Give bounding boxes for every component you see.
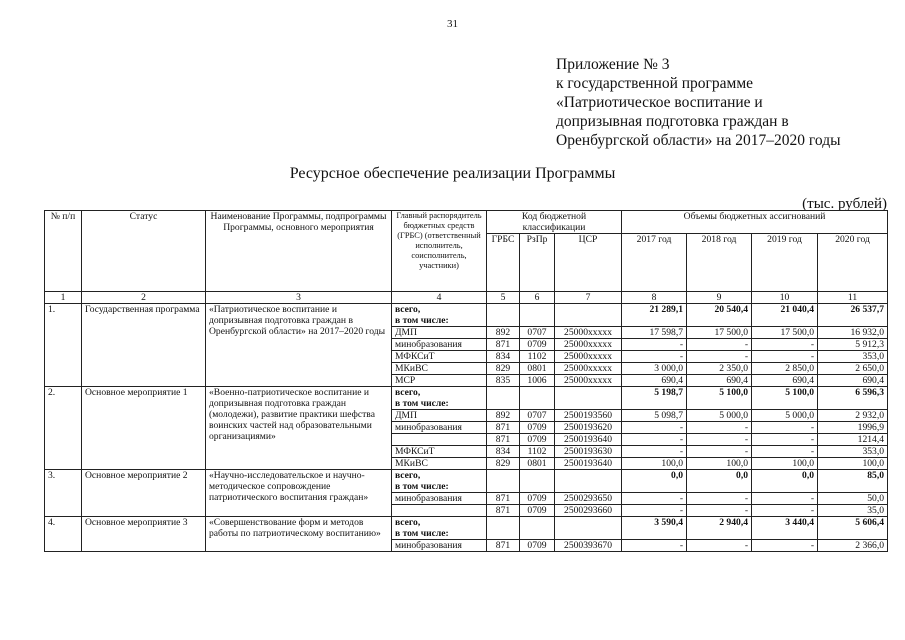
grbs-name: минобразования xyxy=(392,422,487,434)
year-value: 100,0 xyxy=(752,458,818,470)
rzpr-code: 0707 xyxy=(520,327,555,339)
grbs-name xyxy=(392,505,487,517)
header-grbs: Главный распорядитель бюджетных средств (ГРБС) (ответственный исполнитель, соисполнитель, участники) xyxy=(392,211,487,292)
column-number: 7 xyxy=(555,292,622,304)
total-value: 6 596,3 xyxy=(818,387,888,410)
year-value: 17 598,7 xyxy=(622,327,687,339)
total-value: 26 537,7 xyxy=(818,304,888,327)
row-number: 1. xyxy=(45,304,82,387)
grbs-name: МКиВС xyxy=(392,458,487,470)
rzpr-code: 0709 xyxy=(520,505,555,517)
appendix-line: «Патриотическое воспитание и xyxy=(556,94,763,111)
year-value: - xyxy=(752,351,818,363)
column-number: 2 xyxy=(82,292,206,304)
year-value: - xyxy=(687,351,752,363)
total-value: 0,0 xyxy=(752,470,818,493)
total-label-cell xyxy=(392,517,487,540)
grbs-code: 871 xyxy=(487,505,520,517)
rzpr-code: 0801 xyxy=(520,363,555,375)
total-value: 5 100,0 xyxy=(752,387,818,410)
year-value: - xyxy=(622,493,687,505)
year-value: 690,4 xyxy=(687,375,752,387)
grbs-code: 892 xyxy=(487,410,520,422)
table-row-total xyxy=(45,387,888,410)
header-2017: 2017 год xyxy=(622,234,687,292)
csr-code: 25000xxxxx xyxy=(555,363,622,375)
year-value: - xyxy=(622,351,687,363)
year-value: 690,4 xyxy=(818,375,888,387)
row-number: 2. xyxy=(45,387,82,470)
grbs-name: МСР xyxy=(392,375,487,387)
total-value: 5 100,0 xyxy=(687,387,752,410)
header-num: № п/п xyxy=(45,211,82,292)
year-value: 690,4 xyxy=(752,375,818,387)
header-grbs-code: ГРБС xyxy=(487,234,520,292)
grbs-code: 835 xyxy=(487,375,520,387)
total-label-cell xyxy=(392,304,487,327)
total-value: 0,0 xyxy=(687,470,752,493)
year-value: - xyxy=(622,339,687,351)
table-row-total xyxy=(45,517,888,540)
column-number: 4 xyxy=(392,292,487,304)
row-status: Основное мероприятие 2 xyxy=(82,470,206,517)
row-name: «Военно-патриотическое воспитание и допризывная подготовка граждан (молодежи), развитие практики шефства воинских частей над образовательными организациями» xyxy=(206,387,392,470)
csr-code: 25000xxxxx xyxy=(555,351,622,363)
resource-table xyxy=(44,210,888,552)
year-value: 1214,4 xyxy=(818,434,888,446)
table-row-total xyxy=(45,304,888,327)
grbs-name: МФКСиТ xyxy=(392,446,487,458)
total-value: 5 198,7 xyxy=(622,387,687,410)
rzpr-code: 0709 xyxy=(520,434,555,446)
column-number: 8 xyxy=(622,292,687,304)
csr-code: 2500293650 xyxy=(555,493,622,505)
column-number: 1 xyxy=(45,292,82,304)
grbs-code: 871 xyxy=(487,422,520,434)
units-label: (тыс. рублей) xyxy=(802,196,887,212)
year-value: 2 650,0 xyxy=(818,363,888,375)
header-2019: 2019 год xyxy=(752,234,818,292)
year-value: 1996,9 xyxy=(818,422,888,434)
year-value: 2 350,0 xyxy=(687,363,752,375)
grbs-name: ДМП xyxy=(392,327,487,339)
year-value: - xyxy=(752,505,818,517)
total-value: 0,0 xyxy=(622,470,687,493)
year-value: - xyxy=(752,434,818,446)
year-value: - xyxy=(622,422,687,434)
appendix-line: допризывная подготовка граждан в xyxy=(556,113,789,130)
year-value: 50,0 xyxy=(818,493,888,505)
grbs-name: минобразования xyxy=(392,540,487,552)
year-value: - xyxy=(752,540,818,552)
grbs-name: минобразования xyxy=(392,339,487,351)
grbs-name: ДМП xyxy=(392,410,487,422)
csr-code: 2500193620 xyxy=(555,422,622,434)
grbs-code: 829 xyxy=(487,458,520,470)
total-value: 85,0 xyxy=(818,470,888,493)
year-value: 100,0 xyxy=(622,458,687,470)
rzpr-code: 1006 xyxy=(520,375,555,387)
header-2020: 2020 год xyxy=(818,234,888,292)
year-value: 5 912,3 xyxy=(818,339,888,351)
csr-code: 2500293660 xyxy=(555,505,622,517)
grbs-name xyxy=(392,434,487,446)
empty-cell xyxy=(487,304,520,327)
year-value: - xyxy=(622,434,687,446)
column-number: 6 xyxy=(520,292,555,304)
total-value: 21 040,4 xyxy=(752,304,818,327)
csr-code: 25000xxxxx xyxy=(555,375,622,387)
rzpr-code: 0709 xyxy=(520,493,555,505)
row-name: «Научно-исследовательское и научно-методическое сопровождение патриотического воспитания граждан» xyxy=(206,470,392,517)
including-label: в том числе: xyxy=(395,528,449,539)
rzpr-code: 0709 xyxy=(520,422,555,434)
column-number: 11 xyxy=(818,292,888,304)
row-status: Государственная программа xyxy=(82,304,206,387)
total-value: 2 940,4 xyxy=(687,517,752,540)
year-value: - xyxy=(687,540,752,552)
csr-code: 2500193640 xyxy=(555,434,622,446)
empty-cell xyxy=(555,387,622,410)
year-value: - xyxy=(687,493,752,505)
header-rzpr: РзПр xyxy=(520,234,555,292)
grbs-name: МФКСиТ xyxy=(392,351,487,363)
empty-cell xyxy=(487,517,520,540)
grbs-code: 829 xyxy=(487,363,520,375)
row-status: Основное мероприятие 1 xyxy=(82,387,206,470)
grbs-code: 871 xyxy=(487,434,520,446)
rzpr-code: 1102 xyxy=(520,351,555,363)
including-label: в том числе: xyxy=(395,398,449,409)
year-value: 353,0 xyxy=(818,446,888,458)
header-code: Код бюджетной классификации xyxy=(487,211,622,234)
empty-cell xyxy=(520,304,555,327)
year-value: 100,0 xyxy=(818,458,888,470)
year-value: - xyxy=(687,422,752,434)
empty-cell xyxy=(487,387,520,410)
year-value: - xyxy=(622,446,687,458)
page-number: 31 xyxy=(447,18,458,30)
row-name: «Совершенствование форм и методов работы по патриотическому воспитанию» xyxy=(206,517,392,552)
year-value: 3 000,0 xyxy=(622,363,687,375)
year-value: 2 850,0 xyxy=(752,363,818,375)
total-label: всего, xyxy=(395,517,421,528)
year-value: - xyxy=(752,339,818,351)
year-value: 353,0 xyxy=(818,351,888,363)
grbs-code: 871 xyxy=(487,540,520,552)
total-value: 3 590,4 xyxy=(622,517,687,540)
grbs-code: 834 xyxy=(487,351,520,363)
grbs-name: МКиВС xyxy=(392,363,487,375)
total-label-cell xyxy=(392,387,487,410)
empty-cell xyxy=(555,517,622,540)
year-value: - xyxy=(687,434,752,446)
rzpr-code: 1102 xyxy=(520,446,555,458)
year-value: 2 932,0 xyxy=(818,410,888,422)
grbs-code: 834 xyxy=(487,446,520,458)
appendix-line: Приложение № 3 xyxy=(556,56,670,73)
year-value: - xyxy=(752,493,818,505)
total-value: 20 540,4 xyxy=(687,304,752,327)
header-csr: ЦСР xyxy=(555,234,622,292)
row-number: 4. xyxy=(45,517,82,552)
year-value: 100,0 xyxy=(687,458,752,470)
year-value: 17 500,0 xyxy=(687,327,752,339)
row-number: 3. xyxy=(45,470,82,517)
year-value: 5 098,7 xyxy=(622,410,687,422)
rzpr-code: 0709 xyxy=(520,540,555,552)
header-status: Статус xyxy=(82,211,206,292)
rzpr-code: 0801 xyxy=(520,458,555,470)
grbs-name: минобразования xyxy=(392,493,487,505)
year-value: 17 500,0 xyxy=(752,327,818,339)
row-name: «Патриотическое воспитание и допризывная подготовка граждан в Оренбургской области» на 2017–2020 годы xyxy=(206,304,392,387)
total-value: 5 606,4 xyxy=(818,517,888,540)
year-value: 16 932,0 xyxy=(818,327,888,339)
total-label: всего, xyxy=(395,387,421,398)
grbs-code: 871 xyxy=(487,493,520,505)
year-value: - xyxy=(687,505,752,517)
year-value: - xyxy=(687,446,752,458)
total-label-cell xyxy=(392,470,487,493)
header-row xyxy=(45,211,888,234)
header-name: Наименование Программы, подпрограммы Программы, основного мероприятия xyxy=(206,211,392,292)
grbs-code: 871 xyxy=(487,339,520,351)
total-value: 3 440,4 xyxy=(752,517,818,540)
year-value: 690,4 xyxy=(622,375,687,387)
appendix-line: Оренбургской области» на 2017–2020 годы xyxy=(556,132,841,149)
row-status: Основное мероприятие 3 xyxy=(82,517,206,552)
csr-code: 2500393670 xyxy=(555,540,622,552)
document-title: Ресурсное обеспечение реализации Программы xyxy=(289,165,616,182)
empty-cell xyxy=(555,470,622,493)
year-value: 5 000,0 xyxy=(752,410,818,422)
year-value: - xyxy=(752,446,818,458)
column-number: 9 xyxy=(687,292,752,304)
year-value: 2 366,0 xyxy=(818,540,888,552)
empty-cell xyxy=(555,304,622,327)
grbs-code: 892 xyxy=(487,327,520,339)
column-number: 5 xyxy=(487,292,520,304)
appendix-header xyxy=(556,55,841,150)
including-label: в том числе: xyxy=(395,481,449,492)
empty-cell xyxy=(520,470,555,493)
empty-cell xyxy=(520,517,555,540)
empty-cell xyxy=(487,470,520,493)
year-value: - xyxy=(687,339,752,351)
appendix-line: к государственной программе xyxy=(556,75,754,92)
csr-code: 25000xxxxx xyxy=(555,339,622,351)
year-value: - xyxy=(622,540,687,552)
column-number: 3 xyxy=(206,292,392,304)
header-volumes: Объемы бюджетных ассигнований xyxy=(622,211,888,234)
total-label: всего, xyxy=(395,304,421,315)
total-label: всего, xyxy=(395,470,421,481)
column-numbers-row xyxy=(45,292,888,304)
table-body xyxy=(45,304,888,552)
rzpr-code: 0707 xyxy=(520,410,555,422)
rzpr-code: 0709 xyxy=(520,339,555,351)
csr-code: 2500193560 xyxy=(555,410,622,422)
year-value: 35,0 xyxy=(818,505,888,517)
total-value: 21 289,1 xyxy=(622,304,687,327)
table-row-total xyxy=(45,470,888,493)
year-value: - xyxy=(622,505,687,517)
csr-code: 25000xxxxx xyxy=(555,327,622,339)
year-value: - xyxy=(752,422,818,434)
csr-code: 2500193630 xyxy=(555,446,622,458)
including-label: в том числе: xyxy=(395,315,449,326)
year-value: 5 000,0 xyxy=(687,410,752,422)
header-2018: 2018 год xyxy=(687,234,752,292)
empty-cell xyxy=(520,387,555,410)
csr-code: 2500193640 xyxy=(555,458,622,470)
column-number: 10 xyxy=(752,292,818,304)
